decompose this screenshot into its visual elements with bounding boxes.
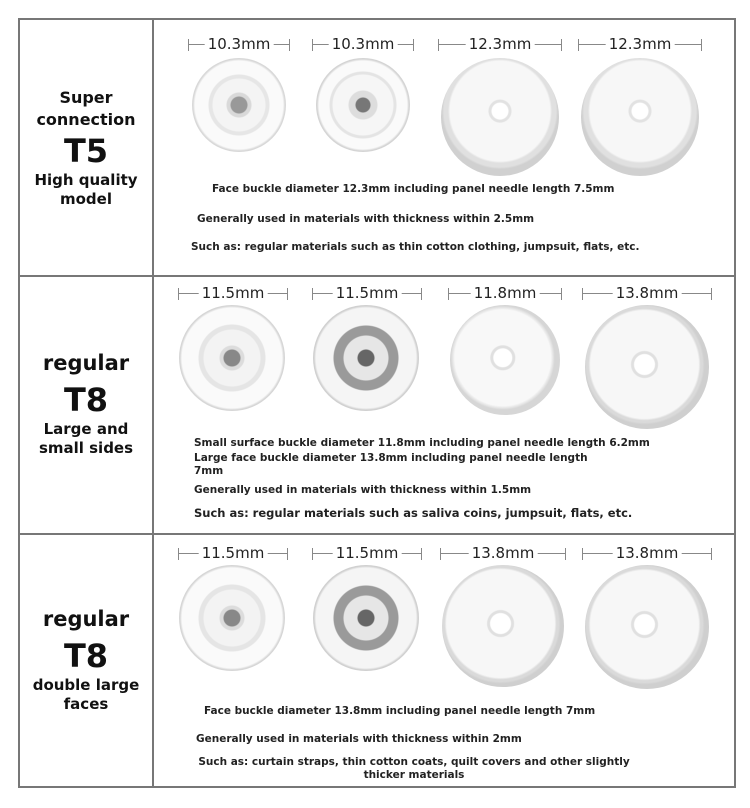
spec-description: Such as: regular materials such as thin cotton clothing, jumpsuit, flats, etc.: [191, 241, 640, 253]
dimension-line: [578, 36, 702, 58]
snap-button-item: [578, 36, 702, 176]
stud-button-image: [450, 305, 560, 415]
dimension-label: 11.5mm: [199, 545, 268, 562]
spec-description: Face buckle diameter 12.3mm including panel needle length 7.5mm: [212, 183, 615, 195]
spec-row-t8-large-small: [20, 277, 734, 535]
socket-button-image: [313, 565, 419, 671]
spec-description: Such as: curtain straps, thin cotton coats, quilt covers and other slightly thicker materials: [198, 756, 630, 781]
dimension-label: 11.5mm: [333, 285, 402, 302]
stud-button-image: [585, 565, 709, 689]
dimension-line: [438, 36, 562, 58]
row-label-cell: [20, 535, 154, 786]
snap-button-item: [582, 545, 712, 685]
socket-button-image: [179, 565, 285, 671]
dimension-label: 10.3mm: [205, 36, 274, 53]
dimension-label: 12.3mm: [466, 36, 535, 53]
snap-button-item: [188, 36, 290, 156]
dimension-label: 10.3mm: [329, 36, 398, 53]
spec-description: Such as: regular materials such as saliva coins, jumpsuit, flats, etc.: [194, 506, 633, 520]
row-content-cell: [154, 535, 734, 786]
row-label-top: Super connection: [36, 87, 136, 129]
dimension-line: [582, 545, 712, 567]
dimension-label: 13.8mm: [613, 545, 682, 562]
snap-button-item: [312, 285, 422, 409]
spec-description: Small surface buckle diameter 11.8mm including panel needle length 6.2mm: [194, 437, 650, 449]
spec-description: Generally used in materials with thickness within 2mm: [196, 733, 522, 745]
dimension-line: [440, 545, 566, 567]
row-label-top: regular: [42, 606, 130, 631]
snap-button-item: [582, 285, 712, 425]
snap-button-item: [178, 285, 288, 409]
row-model-name: T8: [63, 636, 109, 675]
snap-button-item: [312, 545, 422, 669]
stud-button-image: [585, 305, 709, 429]
stud-button-image: [442, 565, 564, 687]
row-content-cell: [154, 277, 734, 533]
snap-button-item: [312, 36, 414, 156]
socket-button-image: [316, 58, 410, 152]
spec-description: Generally used in materials with thickness within 2.5mm: [197, 213, 535, 225]
socket-button-image: [192, 58, 286, 152]
spec-row-t8-double-large: [20, 535, 734, 786]
row-content-cell: [154, 20, 734, 275]
dimension-line: [178, 545, 288, 567]
dimension-label: 11.8mm: [471, 285, 540, 302]
dimension-line: [312, 36, 414, 58]
socket-button-image: [313, 305, 419, 411]
row-label-top: regular: [42, 351, 130, 375]
snap-button-item: [440, 545, 566, 685]
row-model-name: T8: [63, 381, 109, 419]
snap-button-item: [438, 36, 562, 176]
dimension-label: 11.5mm: [199, 285, 268, 302]
snap-button-item: [178, 545, 288, 669]
row-label-bottom: double large faces: [32, 675, 140, 713]
spec-description: Generally used in materials with thickness within 1.5mm: [194, 484, 532, 496]
spec-row-t5: [20, 20, 734, 277]
row-label-bottom: High quality model: [34, 170, 138, 208]
dimension-label: 13.8mm: [613, 285, 682, 302]
snap-button-item: [448, 285, 562, 409]
dimension-line: [178, 285, 288, 307]
spec-description: Face buckle diameter 13.8mm including panel needle length 7mm: [204, 705, 596, 717]
dimension-line: [448, 285, 562, 307]
stud-button-image: [581, 58, 699, 176]
dimension-line: [312, 285, 422, 307]
dimension-label: 13.8mm: [469, 545, 538, 562]
row-label-cell: [20, 277, 154, 533]
dimension-line: [312, 545, 422, 567]
row-model-name: T5: [63, 131, 109, 170]
spec-description: Large face buckle diameter 13.8mm including panel needle length 7mm: [194, 452, 588, 477]
stud-button-image: [441, 58, 559, 176]
dimension-label: 11.5mm: [333, 545, 402, 562]
product-spec-table: [18, 18, 736, 788]
row-label-bottom: Large and small sides: [38, 420, 134, 457]
dimension-label: 12.3mm: [606, 36, 675, 53]
row-label-cell: [20, 20, 154, 275]
dimension-line: [582, 285, 712, 307]
dimension-line: [188, 36, 290, 58]
socket-button-image: [179, 305, 285, 411]
